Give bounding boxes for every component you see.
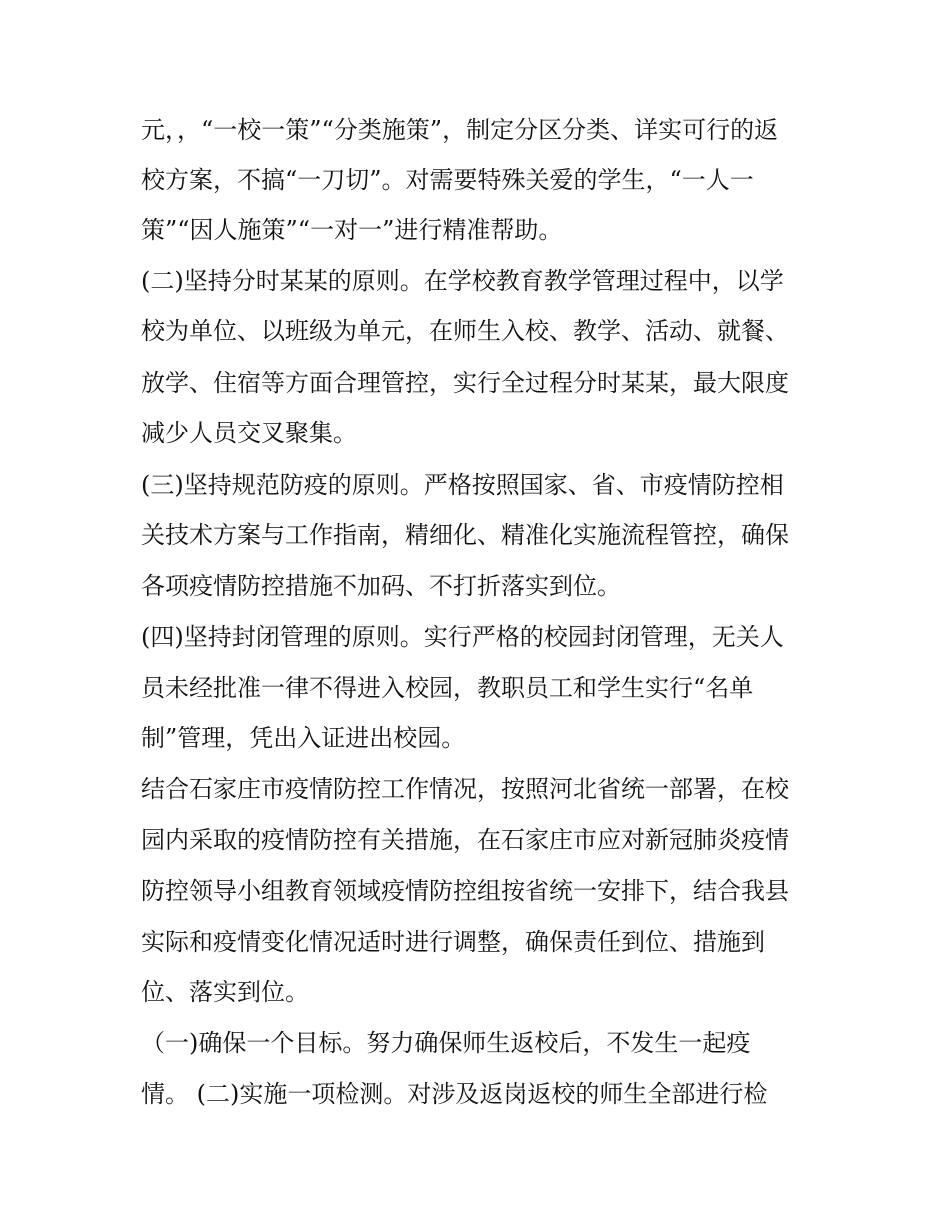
text-line: 校方案，不搞“一刀切”。对需要特殊关爱的学生，“一人一 bbox=[141, 166, 754, 194]
text-line: 关技术方案与工作指南，精细化、精准化实施流程管控，确保 bbox=[141, 521, 789, 549]
text-line: 园内采取的疫情防控有关措施，在石家庄市应对新冠肺炎疫情 bbox=[141, 826, 789, 854]
text-line: 各项疫情防控措施不加码、不打折落实到位。 bbox=[141, 572, 621, 600]
text-line: （一)确保一个目标。努力确保师生返校后，不发生一起疫 bbox=[141, 1029, 751, 1057]
text-line: 位、落实到位。 bbox=[141, 978, 309, 1006]
text-line: 防控领导小组教育领域疫情防控组按省统一安排下，结合我县 bbox=[141, 877, 789, 905]
text-line: 减少人员交叉聚集。 bbox=[141, 419, 357, 447]
text-line: 放学、住宿等方面合理管控，实行全过程分时某某，最大限度 bbox=[141, 369, 789, 397]
text-line: 实际和疫情变化情况适时进行调整，确保责任到位、措施到 bbox=[141, 928, 765, 956]
text-line: 情。 (二)实施一项检测。对涉及返岗返校的师生全部进行检 bbox=[141, 1080, 768, 1108]
text-line: 校为单位、以班级为单元，在师生入校、教学、活动、就餐、 bbox=[141, 317, 789, 345]
text-line: (四)坚持封闭管理的原则。实行严格的校园封闭管理，无关人 bbox=[141, 623, 784, 651]
text-line: (二)坚持分时某某的原则。在学校教育教学管理过程中，以学 bbox=[141, 267, 784, 295]
text-line: 员未经批准一律不得进入校园，教职员工和学生实行“名单 bbox=[141, 674, 754, 702]
text-line: 策”“因人施策”“一对一”进行精准帮助。 bbox=[141, 216, 563, 244]
text-line: (三)坚持规范防疫的原则。严格按照国家、省、市疫情防控相 bbox=[141, 471, 784, 499]
text-line: 制”管理，凭出入证进出校园。 bbox=[141, 724, 466, 752]
text-line: 结合石家庄市疫情防控工作情况，按照河北省统一部署，在校 bbox=[141, 775, 789, 803]
text-line: 元，，“一校一策”“分类施策”，制定分区分类、详实可行的返 bbox=[141, 116, 779, 144]
